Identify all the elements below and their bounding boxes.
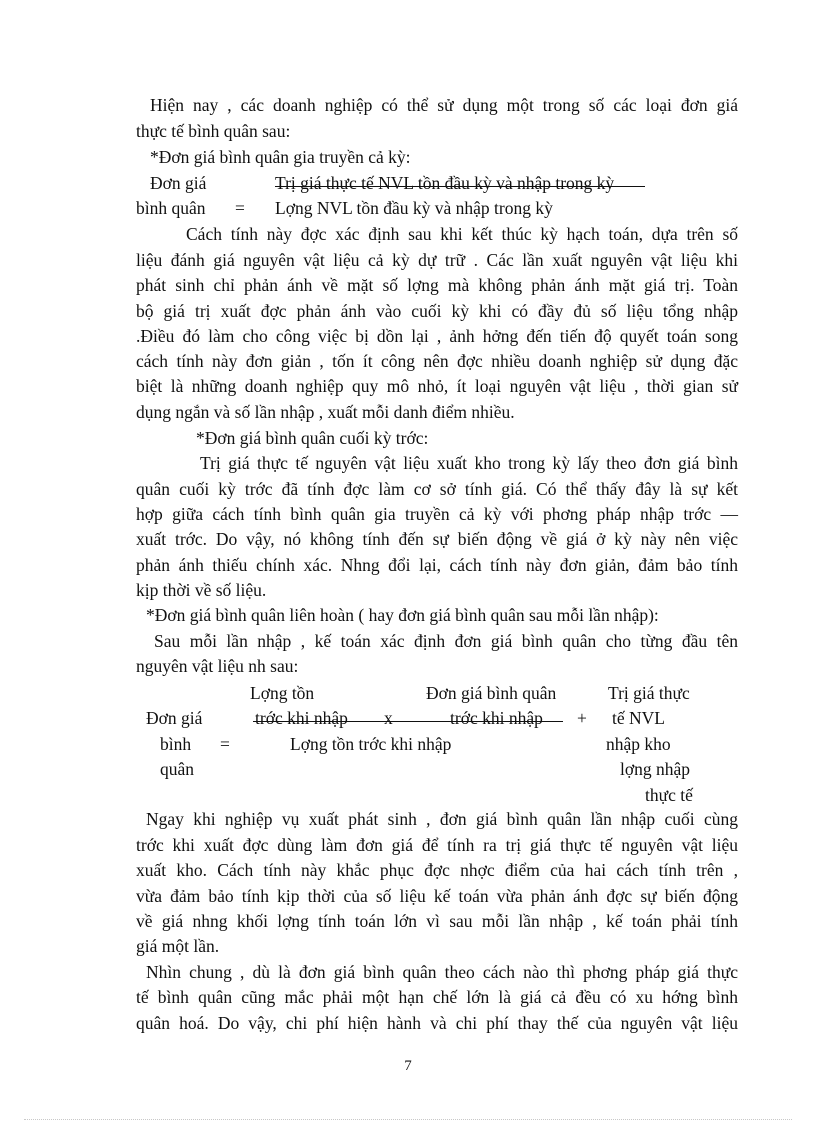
equals-sign: = [220,734,230,754]
paragraph-line: biệt là những doanh nghiệp quy mô nhỏ, ít loại nguyên vật liệu , thời gian sử [136,376,738,396]
formula-denominator: Lợng tồn trớc khi nhập [290,734,452,754]
paragraph-line: vừa đảm bảo tính kịp thời của số liệu kế toán vừa phản ánh đợc sự biến động [136,886,738,906]
times-sign: x [384,708,393,728]
equals-sign: = [235,198,245,218]
page-edge-divider [24,1119,792,1120]
paragraph-line: về giá nhng khối lợng tính toán lớn vì sau mỗi lần nhập , kế toán phải tính [136,911,738,931]
paragraph-line: tế bình quân cũng mắc phải một hạn chế lớn là giá cả đều có xu hớng bình [136,987,738,1007]
paragraph-line: Trị giá thực tế nguyên vật liệu xuất kho trong kỳ lấy theo đơn giá bình [200,453,738,473]
paragraph-line: cách tính này đơn giản , tốn ít công nên đợc nhiều doanh nghiệp sử dụng đặc [136,351,738,371]
paragraph-line: kịp thời về số liệu. [136,580,267,600]
paragraph-line: Hiện nay , các doanh nghiệp có thể sử dụng một trong số các loại đơn giá [150,95,738,115]
formula-numerator: Lợng tồn [250,683,315,703]
fraction-bar [253,721,563,722]
formula-label: quân [160,759,195,779]
paragraph-line: giá một lần. [136,936,220,956]
formula-term: lợng nhập [620,759,691,779]
formula-denominator: Lợng NVL tồn đầu kỳ và nhập trong kỳ [275,198,553,218]
paragraph-line: trớc khi xuất đợc dùng làm đơn giá để tính ra trị giá thực tế nguyên vật liệu [136,835,738,855]
paragraph-line: phát sinh chỉ phản ánh về mặt số lợng mà không phản ánh mặt giá trị. Toàn [136,275,738,295]
paragraph-line: Ngay khi nghiệp vụ xuất phát sinh , đơn giá bình quân lần nhập cuối cùng [146,809,738,829]
formula-numerator: Trị giá thực tế NVL tồn đầu kỳ và nhập trong kỳ [275,173,615,193]
paragraph-line: Sau mỗi lần nhập , kế toán xác định đơn giá bình quân cho từng đầu tên [154,631,738,651]
paragraph-line: nguyên vật liệu nh sau: [136,656,299,676]
formula-numerator: trớc khi nhập [255,708,348,728]
formula-label: Đơn giá [150,173,207,193]
formula-numerator: trớc khi nhập [450,708,543,728]
formula-term: thực tế [645,785,693,805]
plus-sign: + [577,708,587,728]
paragraph-line: phản ánh thiếu chính xác. Nhng đổi lại, cách tính này đơn giản, đảm bảo tính [136,555,738,575]
formula-label: Đơn giá [146,708,203,728]
section-heading: *Đơn giá bình quân gia truyền cả kỳ: [150,147,411,167]
section-heading: *Đơn giá bình quân cuối kỳ trớc: [196,428,429,448]
formula-label: bình [160,734,192,754]
page-number: 7 [404,1058,412,1074]
paragraph-line: quân hoá. Do vậy, chi phí hiện hành và chi phí thay thế của nguyên vật liệu [136,1013,738,1033]
paragraph-line: liệu đánh giá nguyên vật liệu cả kỳ dự trữ . Các lần xuất nguyên vật liệu khi [136,250,738,270]
paragraph-line: Nhìn chung , dù là đơn giá bình quân theo cách nào thì phơng pháp giá thực [146,962,738,982]
paragraph-line: xuất kho. Cách tính này khắc phục đợc nhợc điểm của hai cách tính trên , [136,860,738,880]
paragraph-line: .Điều đó làm cho công việc bị dồn lại , ảnh hởng đến tiến độ quyết toán song [136,326,738,346]
paragraph-line: xuất trớc. Do vậy, nó không tính đến sự biến động về giá ở kỳ này nên việc [136,529,738,549]
formula-label: bình quân [136,198,206,218]
formula-numerator: Đơn giá bình quân [426,683,557,703]
fraction-bar [275,186,645,187]
paragraph-line: Cách tính này đợc xác định sau khi kết thúc kỳ hạch toán, dựa trên số [186,224,738,244]
paragraph-line: bộ giá trị xuất đợc phản ánh vào cuối kỳ khi có đầy đủ số liệu tổng nhập [136,301,738,321]
formula-term: nhập kho [606,734,671,754]
paragraph-line: quân cuối kỳ trớc đã tính đợc làm cơ sở tính giá. Có thể thấy đây là sự kết [136,479,738,499]
section-heading: *Đơn giá bình quân liên hoàn ( hay đơn giá bình quân sau mỗi lần nhập): [146,605,659,625]
paragraph-line: hợp giữa cách tính bình quân gia truyền cả kỳ với phơng pháp nhập trớc — [136,504,738,524]
formula-term: Trị giá thực [608,683,690,703]
paragraph-line: thực tế bình quân sau: [136,121,291,141]
paragraph-line: dụng ngắn và số lần nhập , xuất mỗi danh điểm nhiều. [136,402,515,422]
formula-term: tế NVL [612,708,665,728]
